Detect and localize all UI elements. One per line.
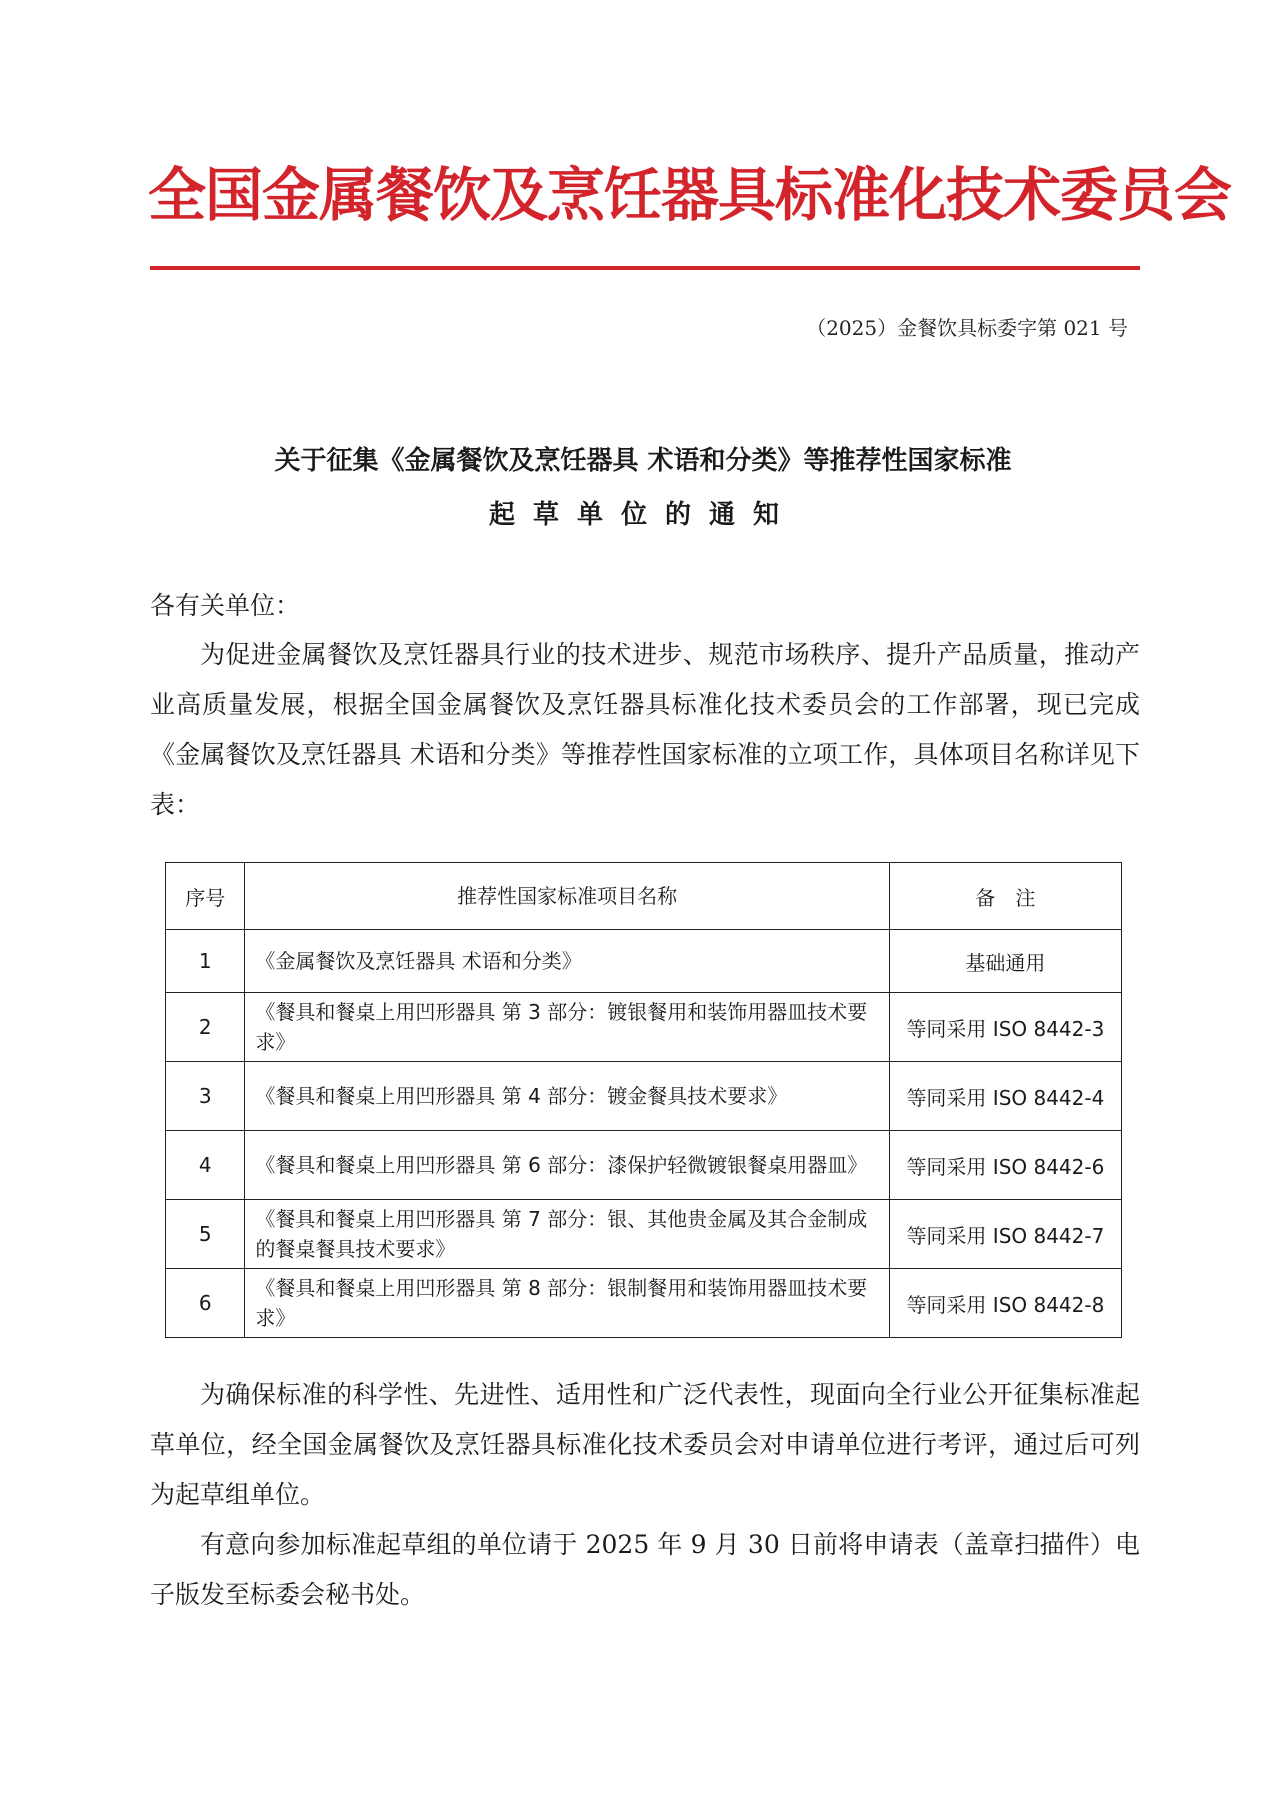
salutation: 各有关单位： — [150, 591, 301, 620]
row-name: 《餐具和餐桌上用凹形器具 第 3 部分：镀银餐用和装饰用器皿技术要求》 — [245, 993, 889, 1062]
notice-title-line1: 关于征集《金属餐饮及烹饪器具 术语和分类》等推荐性国家标准 — [274, 446, 1012, 476]
table-row — [166, 1062, 1122, 1131]
paragraph-deadline: 有意向参加标准起草组的单位请于 2025 年 9 月 30 日前将申请表（盖章扫描件）电子版发至标委会秘书处。 — [150, 1530, 1140, 1609]
header-name: 推荐性国家标准项目名称 — [245, 863, 889, 930]
row-no: 3 — [166, 1062, 245, 1131]
header-note: 备 注 — [889, 863, 1121, 930]
row-note: 等同采用 ISO 8442-4 — [889, 1062, 1121, 1131]
row-no: 1 — [166, 930, 245, 993]
table-row — [166, 1131, 1122, 1200]
notice-title-line2: 起草单位的通知 — [488, 500, 797, 530]
header-no: 序号 — [166, 863, 245, 930]
row-name: 《餐具和餐桌上用凹形器具 第 7 部分：银、其他贵金属及其合金制成的餐桌餐具技术要求》 — [245, 1200, 889, 1269]
standards-table — [165, 862, 1122, 1338]
row-note: 基础通用 — [889, 930, 1121, 993]
row-note: 等同采用 ISO 8442-3 — [889, 993, 1121, 1062]
document-number: （2025）金餐饮具标委字第 021 号 — [806, 316, 1128, 340]
row-name: 《餐具和餐桌上用凹形器具 第 4 部分：镀金餐具技术要求》 — [245, 1062, 889, 1131]
row-note: 等同采用 ISO 8442-7 — [889, 1200, 1121, 1269]
table-row — [166, 1200, 1122, 1269]
table-row — [166, 993, 1122, 1062]
row-no: 6 — [166, 1269, 245, 1338]
table-header-row — [166, 863, 1122, 930]
row-note: 等同采用 ISO 8442-6 — [889, 1131, 1121, 1200]
row-no: 5 — [166, 1200, 245, 1269]
table-row — [166, 930, 1122, 993]
row-name: 《餐具和餐桌上用凹形器具 第 6 部分：漆保护轻微镀银餐桌用器皿》 — [245, 1131, 889, 1200]
row-name: 《餐具和餐桌上用凹形器具 第 8 部分：银制餐用和装饰用器皿技术要求》 — [245, 1269, 889, 1338]
paragraph-call: 为确保标准的科学性、先进性、适用性和广泛代表性，现面向全行业公开征集标准起草单位，经全国金属餐饮及烹饪器具标准化技术委员会对申请单位进行考评，通过后可列为起草组单位。 — [150, 1380, 1140, 1509]
organization-letterhead: 全国金属餐饮及烹饪器具标准化技术委员会 — [148, 161, 1232, 229]
letterhead-divider — [150, 266, 1140, 270]
row-no: 2 — [166, 993, 245, 1062]
paragraph-intro: 为促进金属餐饮及烹饪器具行业的技术进步、规范市场秩序、提升产品质量，推动产业高质量发展，根据全国金属餐饮及烹饪器具标准化技术委员会的工作部署，现已完成《金属餐饮及烹饪器具 术语和分类》等推荐性国家标准的立项工作，具体项目名称详见下表： — [150, 640, 1140, 819]
row-name: 《金属餐饮及烹饪器具 术语和分类》 — [245, 930, 889, 993]
table-row — [166, 1269, 1122, 1338]
row-no: 4 — [166, 1131, 245, 1200]
row-note: 等同采用 ISO 8442-8 — [889, 1269, 1121, 1338]
